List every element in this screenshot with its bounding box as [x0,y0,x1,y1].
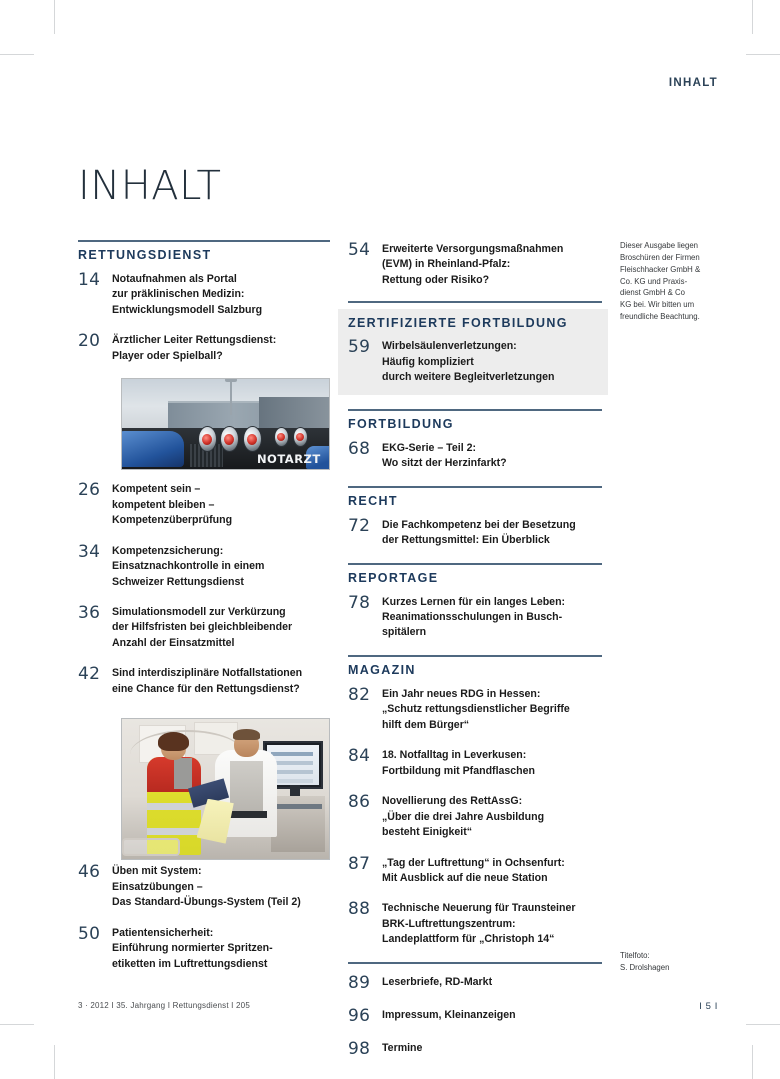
issue-footer: 3 · 2012 I 35. Jahrgang I Rettungsdienst I 205 [78,1001,250,1010]
photo-doctor-belt [228,811,267,818]
crop-mark-bottom-right-horizontal [746,1024,780,1025]
section-rule [348,655,602,657]
text-line: Fleischhacker GmbH & [620,264,701,274]
text-line: freundliche Beachtung. [620,312,700,322]
toc-entry-title [382,973,602,990]
toc-entry-title [112,480,330,528]
toc-entry-page-number: 54 [348,240,371,260]
section-block [348,571,602,641]
toc-entry-title-line: Einsatzübungen – [112,880,203,893]
toc-entry-page-number: 89 [348,972,371,993]
toc-entry-title [382,1006,602,1023]
text-line: KG bei. Wir bitten um [620,300,695,310]
photo-doctor-hair [233,729,260,740]
insert-notice-text [620,240,730,323]
toc-entry-title [382,337,598,385]
toc-entry[interactable] [348,1039,602,1059]
toc-entry-title [382,792,602,840]
section-heading: RETTUNGSDIENST [78,248,212,262]
toc-entry-title-line: etiketten im Luftrettungsdienst [112,957,268,970]
toc-entry-title-line: Impressum, Kleinanzeigen [382,1008,516,1021]
crop-mark-top-left-horizontal [0,54,34,55]
toc-entry-title-line: Rettung oder Risiko? [382,273,490,286]
toc-entry-title-line: Technische Neuerung für Traunsteiner [382,902,576,915]
toc-entry[interactable] [348,899,602,947]
toc-entry-title-line: Novellierung des RettAssG: [382,795,523,808]
emergency-vehicle-roof-photo [121,378,330,470]
toc-entry-title-line: „Tag der Luftrettung“ in Ochsenfurt: [382,856,565,869]
toc-entry[interactable] [348,240,602,288]
toc-entry[interactable] [78,331,330,364]
side-note-column [620,240,730,323]
toc-entry-title-line: Erweiterte Versorgungsmaßnahmen [382,243,564,255]
toc-entry-title [382,746,602,779]
toc-entry[interactable] [78,603,330,651]
section-rule [348,301,602,303]
section-rule [348,962,602,964]
toc-entry-title-line: durch weitere Begleitverletzungen [382,371,555,384]
toc-entry-title-line: Player oder Spielball? [112,349,223,362]
toc-entry-page-number: 98 [348,1038,371,1059]
toc-section [348,409,602,472]
toc-entry-title-line: Leserbriefe, RD-Markt [382,975,493,988]
toc-entry-title-line: Wo sitzt der Herzinfarkt? [382,457,507,470]
toc-entry-title [382,685,602,733]
page-folio: I 5 I [699,1001,718,1012]
toc-entry-title [112,603,330,651]
toc-entry[interactable] [348,439,602,472]
photo-beacon-lamp-5 [294,428,307,446]
photo-paramedic-hair [158,732,189,752]
crop-mark-bottom-right-vertical [752,1045,753,1079]
toc-entry-page-number: 88 [348,899,371,920]
toc-entry[interactable] [348,593,602,641]
toc-entry-title-line: Kompetenzsicherung: [112,544,224,557]
toc-entry[interactable] [78,270,330,318]
toc-entry-page-number: 26 [78,480,101,501]
toc-entry-page-number: 42 [78,664,101,685]
section-heading: FORTBILDUNG [348,416,454,431]
toc-entry-title-line: Einführung normierter Spritzen- [112,942,273,955]
toc-entry[interactable] [78,480,330,528]
toc-entry-title-line: (EVM) in Rheinland-Pfalz: [382,258,511,271]
crop-mark-bottom-left-vertical [54,1045,55,1079]
crop-mark-top-right-vertical [752,0,753,34]
toc-entry-title-line: eine Chance für den Rettungsdienst? [112,682,300,695]
photo-light-mast [230,381,232,415]
toc-entry-page-number: 82 [348,684,371,705]
toc-entry-page-number: 46 [78,862,101,883]
section-heading: REPORTAGE [348,570,439,585]
toc-entry-title [112,331,330,364]
toc-entry-page-number: 84 [348,746,371,767]
toc-entry-title-line: zur präklinischen Medizin: [112,288,245,301]
crop-mark-bottom-left-horizontal [0,1024,34,1025]
toc-entry-title-line: Üben mit System: [112,865,202,878]
toc-entry-page-number: 96 [348,1005,371,1026]
crop-mark-top-right-horizontal [746,54,780,55]
toc-entry-title-line: Sind interdisziplinäre Notfallstationen [112,667,303,680]
mid-tail-entries [348,962,602,1059]
toc-entry-title-line: „Über die drei Jahre Ausbildung [382,810,545,823]
toc-entry-title-line: EKG-Serie – Teil 2: [382,441,477,454]
toc-section [348,563,602,641]
text-line: Dieser Ausgabe liegen [620,241,699,250]
text-line: Titelfoto: [620,951,650,960]
toc-entry-title [112,924,330,972]
section-heading: MAGAZIN [348,662,416,677]
toc-entry-page-number: 78 [348,592,371,613]
toc-entry[interactable] [348,337,598,385]
section-rule [348,563,602,565]
mid-sections [348,301,602,947]
section-block [78,248,330,364]
section-rule [348,486,602,488]
running-head: INHALT [668,77,718,89]
section-rule [348,409,602,411]
highlighted-section-block [338,309,608,394]
toc-entry-title [382,593,602,641]
text-line: dienst GmbH & Co [620,288,685,298]
left-sections [78,240,330,364]
toc-section [348,655,602,948]
toc-section [348,486,602,549]
text-line: Co. KG und Praxis- [620,276,688,286]
toc-entry-title-line: Häufig kompliziert [382,355,474,368]
section-heading: ZERTIFIZIERTE FORTBILDUNG [348,316,568,331]
toc-entry-page-number: 20 [78,331,101,352]
photo-stretcher-rail [122,838,180,856]
clinicians-in-hospital-photo [121,718,330,860]
toc-entry-title-line: Fortbildung mit Pfandflaschen [382,764,536,777]
toc-entry[interactable] [348,973,602,993]
toc-entry-title-line: 18. Notfalltag in Leverkusen: [382,749,527,762]
text-line: S. Drolshagen [620,962,670,972]
toc-entry-page-number: 72 [348,515,371,536]
photo-doctor-shirt [230,761,263,817]
toc-entry-title [382,439,602,472]
toc-section [348,301,602,394]
toc-entry-title-line: der Rettungsmittel: Ein Überblick [382,534,550,547]
left-entries-after-photo1 [78,480,330,697]
photo-beacon-lamp-1 [199,427,216,451]
page-title: INHALT [78,163,222,209]
toc-entry-title-line: Landeplattform für „Christoph 14“ [382,933,555,946]
toc-entry-title [112,664,330,697]
toc-entry-page-number: 86 [348,792,371,813]
toc-section [78,240,330,364]
toc-entry-page-number: 34 [78,541,101,562]
toc-entry[interactable] [348,1006,602,1026]
toc-entry-title-line: Die Fachkompetenz bei der Besetzung [382,518,576,531]
photo-paramedic-inner-shirt [174,758,193,789]
section-block [348,663,602,948]
toc-middle-column [348,240,602,1072]
toc-entry-title-line: Termine [382,1041,423,1054]
toc-entry-title [112,862,330,910]
toc-entry[interactable] [78,862,330,910]
toc-entry-page-number: 14 [78,270,101,290]
toc-entry[interactable] [348,685,602,733]
toc-entry-title-line: Notaufnahmen als Portal [112,273,237,285]
toc-entry[interactable] [348,854,602,887]
photo-equipment-cart [271,796,325,852]
text-line: Broschüren der Firmen [620,252,700,262]
toc-entry-title [112,542,330,590]
toc-entry-title-line: Simulationsmodell zur Verkürzung [112,605,286,618]
section-rule [78,240,330,242]
toc-entry-title-line: besteht Einigkeit“ [382,826,473,839]
toc-entry-title-line: Ärztlicher Leiter Rettungsdienst: [112,334,277,347]
toc-entry-title-line: Reanimationsschulungen in Busch- [382,610,563,623]
toc-entry-title-line: kompetent bleiben – [112,498,215,511]
toc-entry[interactable] [78,924,330,972]
photo-beacon-lamp-3 [244,427,261,451]
toc-entry-title-line: Das Standard-Übungs-System (Teil 2) [112,896,301,909]
toc-entry-title-line: Mit Ausblick auf die neue Station [382,871,548,884]
toc-left-column [78,240,330,985]
toc-entry[interactable] [78,542,330,590]
left-entries-after-photo2 [78,862,330,972]
toc-entry-title-line: „Schutz rettungsdienstlicher Begriffe [382,703,570,716]
toc-entry-title-line: BRK-Luftrettungszentrum: [382,917,516,930]
cover-photo-credit [620,950,669,974]
toc-entry-title-line: spitälern [382,626,427,639]
toc-entry-title [382,854,602,887]
section-block [348,417,602,472]
toc-entry-title-line: Entwicklungsmodell Salzburg [112,303,263,316]
toc-entry-title-line: Schweizer Rettungsdienst [112,575,244,588]
toc-entry[interactable] [78,664,330,697]
toc-entry-page-number: 50 [78,923,101,944]
toc-entry-title-line: Kurzes Lernen für ein langes Leben: [382,595,566,608]
toc-entry-page-number: 36 [78,602,101,623]
section-heading: RECHT [348,493,398,508]
toc-entry-title-line: Kompetenzüberprüfung [112,514,233,527]
toc-entry-title-line: Patientensicherheit: [112,926,214,939]
toc-entry-title-line: Kompetent sein – [112,483,201,496]
toc-entry-page-number: 68 [348,438,371,459]
toc-entry[interactable] [348,792,602,840]
mid-lead-entries [348,240,602,288]
toc-entry-title-line: Anzahl der Einsatzmittel [112,636,235,649]
toc-entry-title-line: Ein Jahr neues RDG in Hessen: [382,687,541,700]
toc-entry-page-number: 59 [348,337,371,358]
crop-mark-top-left-vertical [54,0,55,34]
toc-entry-title-line: Wirbelsäulenverletzungen: [382,340,517,353]
toc-entry-title [382,516,602,549]
photo-notarzt-lettering: NOTARZT [256,452,321,467]
toc-entry-page-number: 87 [348,853,371,874]
toc-entry-title [382,1039,602,1056]
section-block [348,494,602,549]
toc-entry-title [382,240,602,288]
toc-entry[interactable] [348,516,602,549]
photo-blue-module [121,431,184,467]
toc-entry-title-line: Einsatznachkontrolle in einem [112,560,265,573]
photo-paramedic-reflective-stripe-2 [147,828,201,835]
toc-entry-title [112,270,330,318]
toc-entry-title-line: der Hilfsfristen bei gleichbleibender [112,621,293,634]
toc-entry[interactable] [348,746,602,779]
toc-entry-title-line: hilft dem Bürger“ [382,718,470,731]
toc-entry-title [382,899,602,947]
photo-beacon-lamp-4 [275,428,288,446]
